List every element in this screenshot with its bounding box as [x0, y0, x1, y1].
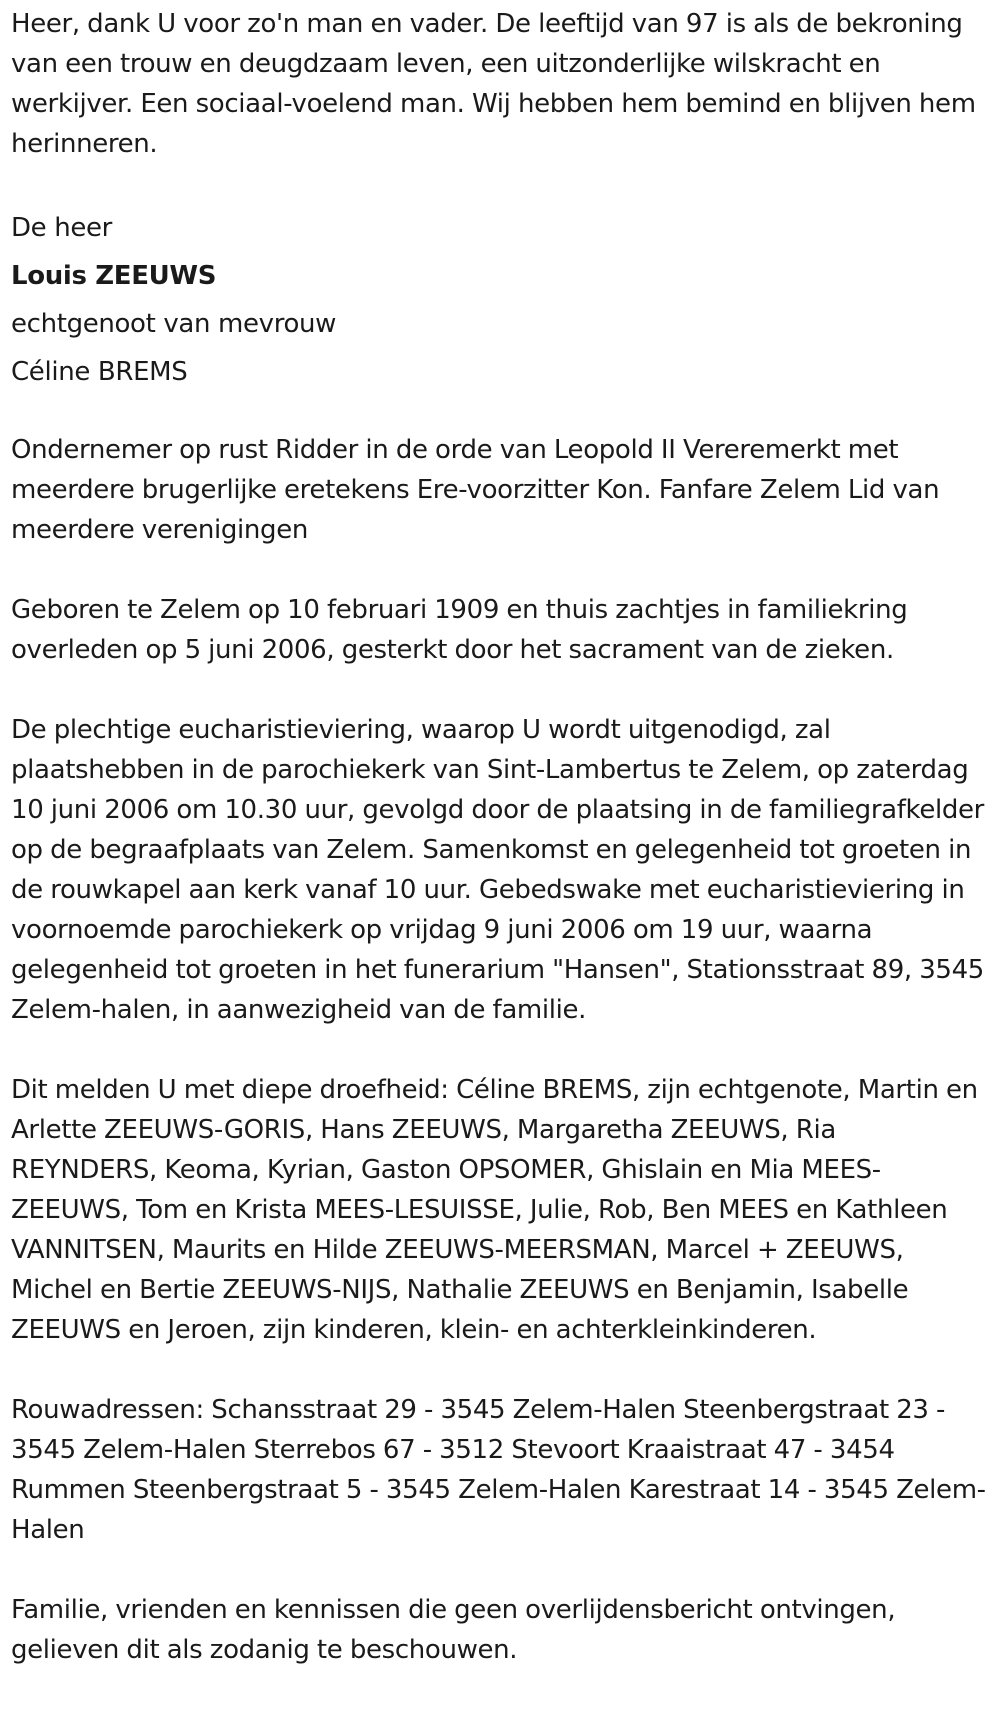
obituary-document: [0, 4, 989, 1670]
spouse-name: Céline BREMS: [11, 357, 188, 387]
family-paragraph: Dit melden U met diepe droefheid: Céline BREMS, zijn echtgenote, Martin en Arlette ZEEUWS-GORIS, Hans ZEEUWS, Margaretha ZEEUWS, Ria REYNDERS, Keoma, Kyrian, Gaston OPSOMER, Ghislain en Mia MEES-ZEEUWS, Tom en Krista MEES-LESUISSE, Julie, Rob, Ben MEES en Kathleen VANNITSEN, Maurits en Hilde ZEEUWS-MEERSMAN, Marcel + ZEEUWS, Michel en Bertie ZEEUWS-NIJS, Nathalie ZEEUWS en Benjamin, Isabelle ZEEUWS en Jeroen, zijn kinderen, klein- en achterkleinkinderen.: [11, 1075, 978, 1345]
spacer: [11, 1550, 989, 1590]
spacer: [11, 550, 989, 590]
salutation: De heer: [11, 213, 112, 243]
spacer: [11, 1350, 989, 1390]
spouse-label: echtgenoot van mevrouw: [11, 309, 337, 339]
occupation-paragraph: Ondernemer op rust Ridder in de orde van Leopold II Vereremerkt met meerdere brugerlijke eretekens Ere-voorzitter Kon. Fanfare Zelem Lid van meerdere verenigingen: [11, 435, 940, 545]
intro-paragraph: Heer, dank U voor zo'n man en vader. De leeftijd van 97 is als de bekroning van een trouw en deugdzaam leven, een uitzonderlijke wilskracht en werkijver. Een sociaal-voelend man. Wij hebben hem bemind en blijven hem herinneren.: [11, 9, 976, 159]
ceremony-paragraph: De plechtige eucharistieviering, waarop U wordt uitgenodigd, zal plaatshebben in de parochiekerk van Sint-Lambertus te Zelem, op zaterdag 10 juni 2006 om 10.30 uur, gevolgd door de plaatsing in de familiegrafkelder op de begraafplaats van Zelem. Samenkomst en gelegenheid tot groeten in de rouwkapel aan kerk vanaf 10 uur. Gebedswake met eucharistieviering in voornoemde parochiekerk op vrijdag 9 juni 2006 om 19 uur, waarna gelegenheid tot groeten in het funerarium "Hansen", Stationsstraat 89, 3545 Zelem-halen, in aanwezigheid van de familie.: [11, 715, 984, 1025]
addresses-paragraph: Rouwadressen: Schansstraat 29 - 3545 Zelem-Halen Steenbergstraat 23 - 3545 Zelem-Halen Sterrebos 67 - 3512 Stevoort Kraaistraat 47 - 3454 Rummen Steenbergstraat 5 - 3545 Zelem-Halen Karestraat 14 - 3545 Zelem-Halen: [11, 1395, 986, 1545]
spacer: [11, 396, 989, 430]
spacer: [11, 164, 989, 204]
birth-death-paragraph: Geboren te Zelem op 10 februari 1909 en thuis zachtjes in familiekring overleden op 5 juni 2006, gesterkt door het sacrament van de zieken.: [11, 595, 908, 665]
deceased-name: Louis ZEEUWS: [11, 261, 217, 291]
spacer: [11, 1030, 989, 1070]
spacer: [11, 670, 989, 710]
closing-paragraph: Familie, vrienden en kennissen die geen overlijdensbericht ontvingen, gelieven dit als zodanig te beschouwen.: [11, 1595, 896, 1665]
